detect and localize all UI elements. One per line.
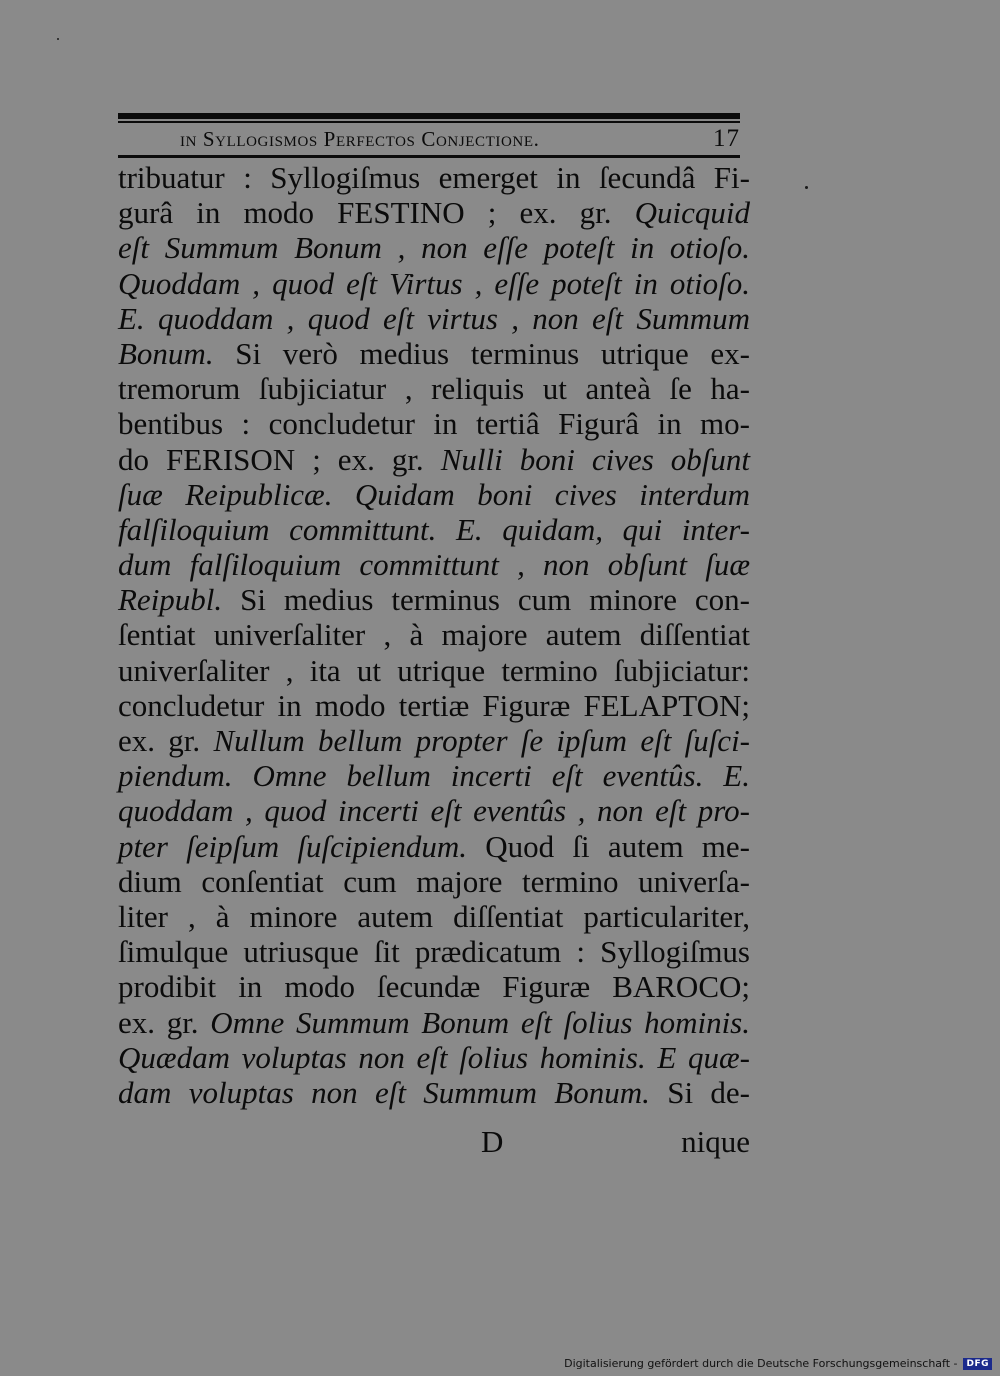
text-line	[118, 442, 750, 477]
scan-speck	[805, 186, 808, 189]
roman-segment: gurâ in modo FESTINO ; ex. gr.	[118, 195, 635, 231]
roman-segment: do FERISON ; ex. gr.	[118, 441, 441, 477]
text-line	[118, 160, 750, 195]
italic-segment: eſt Summum Bonum , non eſſe poteſt in otioſo.	[118, 230, 750, 266]
roman-segment: ex. gr.	[118, 723, 214, 758]
roman-segment: bentibus : concludetur in tertiâ Figurâ in mo-	[118, 406, 750, 442]
text-line	[118, 195, 750, 230]
roman-segment: prodibit in modo ſecundæ Figuræ BAROCO;	[118, 969, 750, 1005]
italic-segment: Nulli boni cives obſunt	[440, 441, 750, 477]
footer-credit: Digitalisierung gefördert durch die Deutsche Forschungsgemeinschaft -	[564, 1357, 958, 1370]
roman-segment: Si verò medius terminus utrique ex-	[213, 335, 750, 371]
page-number: 17	[713, 125, 740, 152]
text-line	[118, 934, 750, 969]
italic-segment: pter ſeipſum ſuſcipiendum.	[118, 828, 467, 864]
italic-segment: E. quoddam , quod eſt virtus , non eſt Summum	[118, 300, 750, 336]
text-line	[118, 266, 750, 301]
text-line	[118, 1075, 750, 1110]
roman-segment: ſimulque utriusque ſit prædicatum : Syllogiſmus	[118, 934, 750, 970]
page-header	[118, 125, 740, 155]
text-line	[118, 512, 750, 547]
italic-segment: Quædam voluptas non eſt ſolius hominis. E quæ-	[118, 1039, 750, 1075]
scan-speck	[57, 38, 59, 40]
roman-segment: univerſaliter , ita ut utrique termino ſubjiciatur:	[118, 652, 750, 688]
digitization-footer	[564, 1357, 992, 1370]
text-line	[118, 582, 750, 617]
text-line	[118, 406, 750, 441]
italic-segment: dum falſiloquium committunt , non obſunt ſuæ	[118, 547, 750, 583]
text-line	[118, 758, 750, 793]
text-line	[118, 1005, 750, 1040]
roman-segment: Quod ſi autem me-	[467, 828, 750, 864]
roman-segment: Si medius terminus cum minore con-	[222, 582, 750, 618]
italic-segment: quoddam , quod incerti eſt eventûs , non eſt pro-	[118, 793, 750, 829]
text-line	[118, 688, 750, 723]
italic-segment: Nullum bellum propter ſe ipſum eſt ſuſci-	[213, 723, 751, 758]
italic-segment: falſiloquium committunt. E. quidam, qui inter-	[118, 511, 750, 547]
text-line	[118, 899, 750, 934]
italic-segment: Omne Summum Bonum eſt ſolius hominis.	[210, 1004, 750, 1040]
running-title: in Syllogismos Perfectos Conjectione.	[180, 127, 540, 151]
italic-segment: Quoddam , quod eſt Virtus , eſſe poteſt in otioſo.	[118, 265, 750, 301]
dfg-logo: DFG	[963, 1358, 992, 1370]
text-line	[118, 1040, 750, 1075]
text-line	[118, 301, 750, 336]
page-foot-marks	[118, 1124, 750, 1164]
text-line	[118, 969, 750, 1004]
text-line	[118, 829, 750, 864]
catchword: nique	[681, 1124, 750, 1159]
italic-segment: dam voluptas non eſt Summum Bonum.	[118, 1074, 650, 1110]
roman-segment: Si de-	[649, 1074, 750, 1110]
italic-segment: Bonum.	[118, 335, 214, 371]
signature-mark: D	[481, 1124, 504, 1159]
text-line	[118, 477, 750, 512]
text-line	[118, 371, 750, 406]
text-line	[118, 547, 750, 582]
roman-segment: liter , à minore autem diſſentiat particulariter,	[118, 898, 750, 934]
roman-segment: ex. gr.	[118, 1004, 211, 1040]
roman-segment: tribuatur : Syllogiſmus emerget in ſecundâ Fi-	[118, 160, 750, 195]
italic-segment: Reipubl.	[118, 582, 223, 618]
italic-segment: piendum. Omne bellum incerti eſt eventûs. E.	[118, 758, 750, 794]
text-line	[118, 723, 750, 758]
text-line	[118, 336, 750, 371]
header-rule-thick	[118, 113, 740, 119]
text-line	[118, 617, 750, 652]
header-rule-thin	[118, 121, 740, 123]
text-line	[118, 793, 750, 828]
text-line	[118, 864, 750, 899]
roman-segment: ſentiat univerſaliter , à majore autem diſſentiat	[118, 617, 750, 653]
roman-segment: concludetur in modo tertiæ Figuræ FELAPTON;	[118, 687, 750, 723]
body-text	[118, 160, 750, 1110]
text-line	[118, 653, 750, 688]
text-line	[118, 230, 750, 265]
roman-segment: tremorum ſubjiciatur , reliquis ut anteà ſe ha-	[118, 371, 750, 407]
roman-segment: dium conſentiat cum majore termino univerſa-	[118, 863, 750, 899]
italic-segment: ſuæ Reipublicæ. Quidam boni cives interdum	[118, 476, 750, 512]
italic-segment: Quicquid	[634, 195, 750, 231]
header-rule-bottom	[118, 155, 740, 158]
